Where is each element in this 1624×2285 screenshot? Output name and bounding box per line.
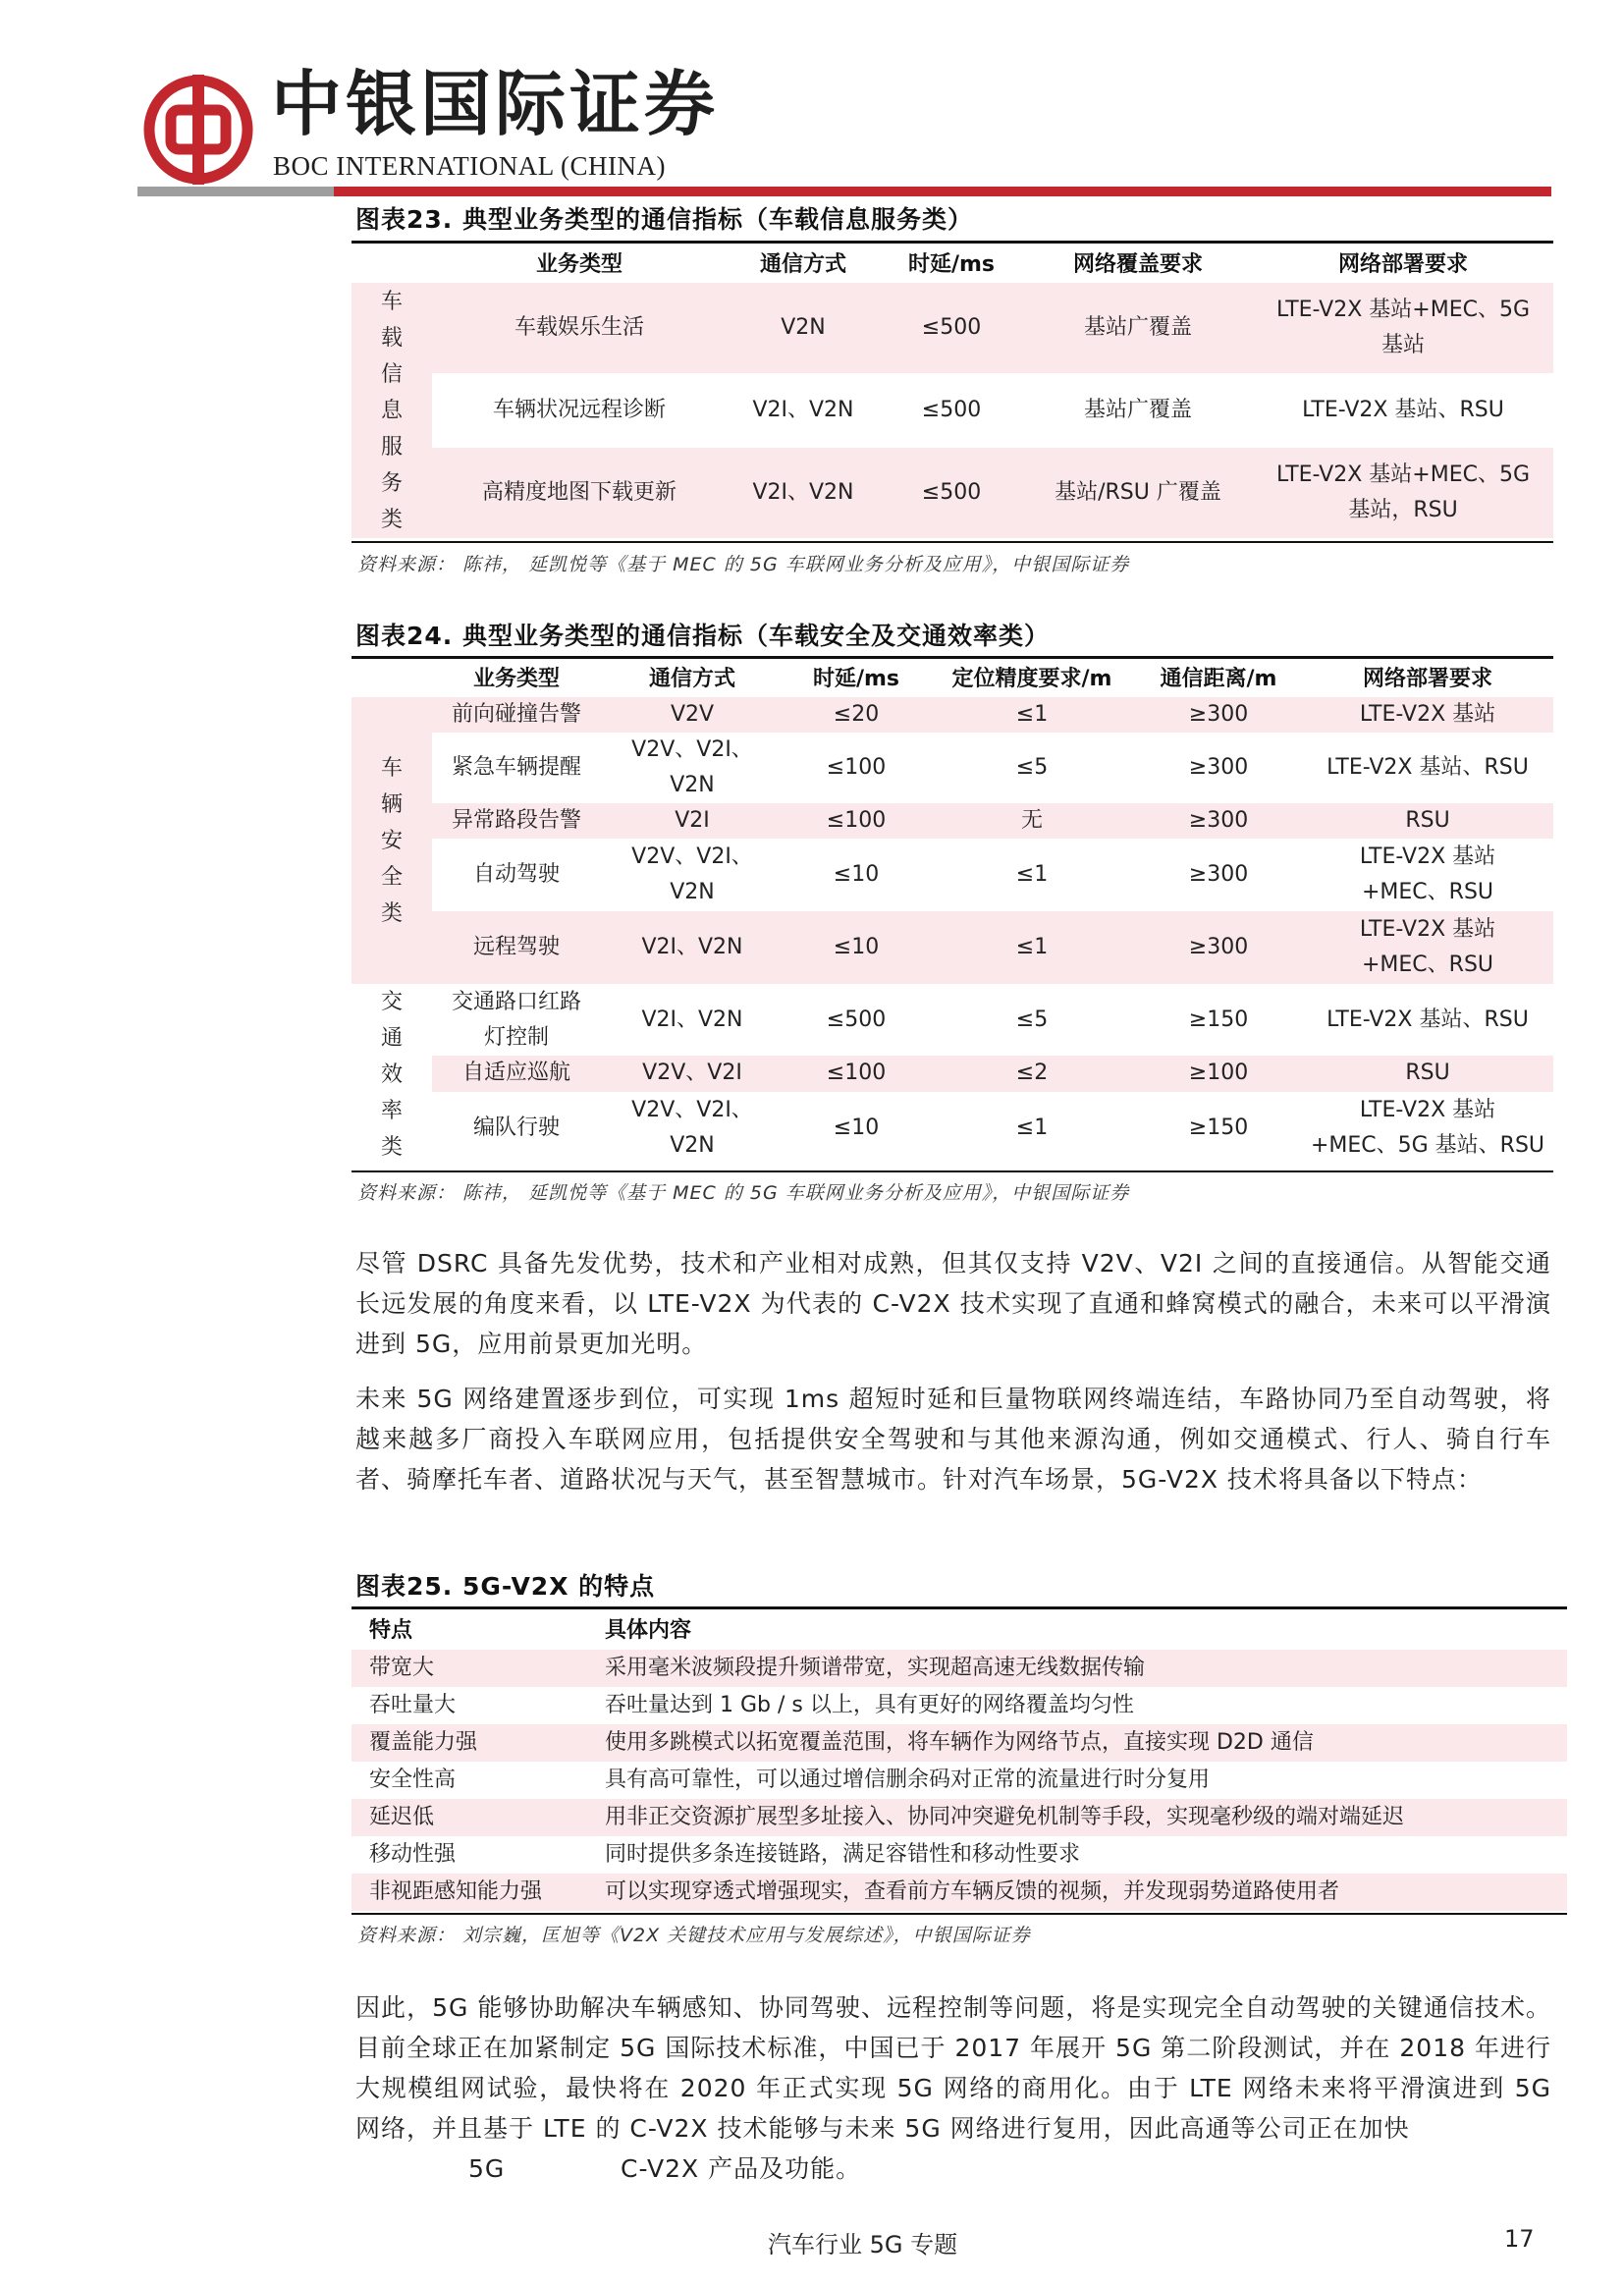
brand-name-en: BOC INTERNATIONAL (CHINA): [273, 151, 666, 181]
column-header: 业务类型: [535, 252, 623, 277]
figure-25-top-rule: [352, 1606, 1567, 1609]
table-row: 自动驾驶 V2V、V2I、 V2N ≤10 ≤1 ≥300 LTE-V2X 基站 +MEC、RSU: [472, 844, 1496, 904]
table-header-row: [352, 1612, 1567, 1650]
category-cell: 车 载 信 息 服 务 类: [352, 283, 432, 538]
table-row: 高精度地图下载更新 V2I、V2N ≤500 基站/RSU 广覆盖 LTE-V2X 基站+MEC、5G 基站，RSU: [352, 448, 1553, 538]
table-row: 吞吐量大 吞吐量达到 1 Gb / s 以上，具有更好的网络覆盖均匀性: [369, 1693, 1134, 1717]
figure-25-bottom-rule: [352, 1913, 1567, 1915]
table-row: 移动性强 同时提供多条连接链路，满足容错性和移动性要求: [369, 1842, 1081, 1867]
figure-23-top-rule: [352, 241, 1553, 244]
figure-23-table: [352, 247, 1553, 538]
table-header-row: [352, 662, 1553, 697]
table-row: 自适应巡航 V2V、V2I ≤100 ≤2 ≥100 RSU: [352, 1056, 1553, 1092]
figure-25-source: 资料来源： 刘宗巍，匡旭等《V2X 关键技术应用与发展综述》，中银国际证券: [357, 1925, 1031, 1946]
figure-24-bottom-rule: [352, 1170, 1553, 1172]
column-header: 网络部署要求: [1337, 252, 1468, 277]
table-row: 异常路段告警 V2I ≤100 无 ≥300 RSU: [352, 803, 1553, 839]
brand-name-cn: 中银国际证券: [271, 62, 720, 145]
column-header: 通信距离/m: [1160, 667, 1277, 691]
table-row: 紧急车辆提醒 V2V、V2I、 V2N ≤100 ≤5 ≥300 LTE-V2X 基站、RSU: [451, 737, 1529, 797]
category-cell: 交 通 效 率 类: [380, 990, 403, 1160]
column-header: 时延/ms: [812, 667, 900, 691]
table-row: 车 载 信 息 服 务 类 车载娱乐生活 V2N ≤500 基站广覆盖 LTE-V2X 基站+MEC、5G 基站: [352, 283, 1553, 373]
column-header: 特点: [369, 1618, 413, 1643]
column-header: 业务类型: [472, 667, 560, 691]
column-header: 具体内容: [605, 1618, 692, 1643]
table-row: 非视距感知能力强 可以实现穿透式增强现实，查看前方车辆反馈的视频，并发现弱势道路使用者: [352, 1874, 1567, 1911]
table-row: 远程驾驶 V2I、V2N ≤10 ≤1 ≥300 LTE-V2X 基站 +MEC、RSU: [352, 911, 1553, 984]
figure-23-source: 资料来源： 陈祎， 延凯悦等《基于 MEC 的 5G 车联网业务分析及应用》，中银国际证券: [357, 554, 1130, 575]
figure-24-source: 资料来源： 陈祎， 延凯悦等《基于 MEC 的 5G 车联网业务分析及应用》，中银国际证券: [357, 1182, 1130, 1204]
table-row: 延迟低 用非正交资源扩展型多址接入、协同冲突避免机制等手段，实现毫秒级的端对端延迟: [352, 1799, 1567, 1836]
body-paragraph-2: 未来 5G 网络建置逐步到位，可实现 1ms 超短时延和巨量物联网终端连结，车路协同乃至自动驾驶，将越来越多厂商投入车联网应用，包括提供安全驾驶和与其他来源沟通，例如交通模式、行人、骑自行车者、骑摩托车者、道路状况与天气，甚至智慧城市。针对汽车场景，5G-V2X 技术将具备以下特点：: [355, 1385, 1551, 1494]
figure-24-table: [352, 662, 1553, 1166]
column-header: 时延/ms: [907, 252, 996, 277]
boc-logo-icon: [143, 75, 253, 185]
figure-23-title: 图表23. 典型业务类型的通信指标（车载信息服务类）: [355, 205, 973, 234]
table-row: 覆盖能力强 使用多跳模式以拓宽覆盖范围，将车辆作为网络节点，直接实现 D2D 通信: [352, 1724, 1567, 1762]
table-row: 车 辆 安 全 类 前向碰撞告警 V2V ≤20 ≤1 ≥300 LTE-V2X 基站: [352, 697, 1553, 733]
column-header: 网络部署要求: [1362, 667, 1492, 691]
table-row: 编队行驶 V2V、V2I、 V2N ≤10 ≤1 ≥150 LTE-V2X 基站 +MEC、5G 基站、RSU: [472, 1098, 1545, 1159]
figure-23-bottom-rule: [352, 541, 1553, 543]
header-divider-red: [334, 187, 1551, 196]
header-divider-gray: [137, 187, 334, 196]
column-header: 通信方式: [759, 252, 846, 277]
category-cell: 车 辆 安 全 类: [352, 697, 432, 984]
figure-24-title: 图表24. 典型业务类型的通信指标（车载安全及交通效率类）: [355, 622, 1050, 650]
column-header: 定位精度要求/m: [951, 667, 1112, 691]
table-row: 安全性高 具有高可靠性，可以通过增信删余码对正常的流量进行时分复用: [369, 1768, 1211, 1792]
table-row: 交 通 效 率 类 交通路口红路 灯控制 V2I、V2N ≤500 ≤5 ≥150 LTE-V2X 基站、RSU: [352, 984, 1553, 1056]
footer-title: 汽车行业 5G 专题: [768, 2231, 958, 2258]
figure-25-table: [352, 1612, 1567, 1911]
figure-25-title: 图表25. 5G-V2X 的特点: [355, 1572, 656, 1601]
column-header: 通信方式: [648, 667, 735, 691]
table-header-row: [352, 247, 1553, 283]
table-row: 带宽大 采用毫米波频段提升频谱带宽，实现超高速无线数据传输: [352, 1650, 1567, 1687]
column-header: 网络覆盖要求: [1072, 252, 1203, 277]
figure-24-top-rule: [352, 656, 1553, 659]
table-row: 车辆状况远程诊断 V2I、V2N ≤500 基站广覆盖 LTE-V2X 基站、RSU: [492, 398, 1504, 422]
body-paragraph-1: 尽管 DSRC 具备先发优势，技术和产业相对成熟，但其仅支持 V2V、V2I 之间的直接通信。从智能交通长远发展的角度来看，以 LTE-V2X 为代表的 C-V2X 技术实现了直通和蜂窝模式的融合，未来可以平滑演进到 5G，应用前景更加光明。: [355, 1249, 1551, 1358]
body-paragraph-3: 因此，5G 能够协助解决车辆感知、协同驾驶、远程控制等问题，将是实现完全自动驾驶的关键通信技术。目前全球正在加紧制定 5G 国际技术标准，中国已于 2017 年展开 5G 第二阶段测试，并在 2018 年进行大规模组网试验，最快将在 2020 年正式实现 5G 网络的商用化。由于 LTE 网络未来将平滑演进到 5G 网络，并且基于 LTE 的 C-V2X 技术能够与未来 5G 网络进行复用，因此高通等公司正在加快 5G C-V2X 产品及功能。: [355, 1993, 1551, 2183]
page-number: 17: [1504, 2225, 1535, 2253]
